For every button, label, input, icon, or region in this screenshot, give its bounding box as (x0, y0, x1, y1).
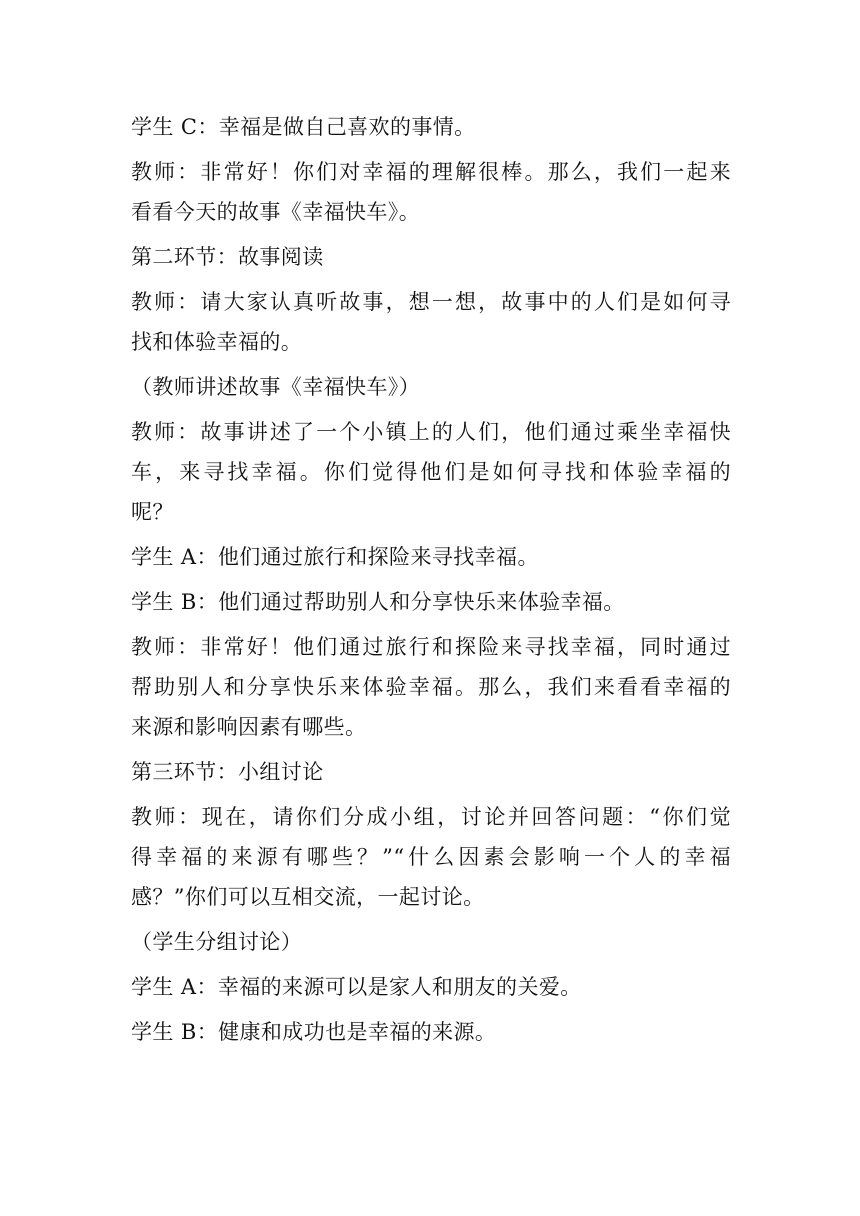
dialogue-line-student-c: 学生 C：幸福是做自己喜欢的事情。 (131, 115, 476, 139)
dialogue-line-continued: 来源和影响因素有哪些。 (131, 715, 367, 739)
section-heading-2: 第二环节：故事阅读 (131, 245, 324, 269)
dialogue-line-teacher: 教师：现在，请你们分成小组，讨论并回答问题：“你们觉 (131, 805, 731, 829)
dialogue-line-student-a: 学生 A：幸福的来源可以是家人和朋友的关爱。 (131, 975, 582, 999)
section-heading-3: 第三环节：小组讨论 (131, 760, 324, 784)
stage-direction: （教师讲述故事《幸福快车》） (131, 375, 421, 399)
dialogue-line-continued: 看看今天的故事《幸福快车》。 (131, 200, 421, 224)
dialogue-line-teacher: 教师：故事讲述了一个小镇上的人们，他们通过乘坐幸福快 (131, 420, 731, 444)
dialogue-line-continued: 找和体验幸福的。 (131, 330, 303, 354)
dialogue-line-teacher: 教师：非常好！他们通过旅行和探险来寻找幸福，同时通过 (131, 635, 731, 659)
dialogue-line-teacher: 教师：非常好！你们对幸福的理解很棒。那么，我们一起来 (131, 160, 731, 184)
stage-direction: （学生分组讨论） (131, 930, 303, 954)
dialogue-line-continued: 帮助别人和分享快乐来体验幸福。那么，我们来看看幸福的 (131, 675, 731, 699)
dialogue-line-continued: 感？”你们可以互相交流，一起讨论。 (131, 885, 485, 909)
document-body (131, 107, 731, 1057)
dialogue-line-continued: 得幸福的来源有哪些？”“什么因素会影响一个人的幸福 (131, 845, 731, 869)
dialogue-line-student-b: 学生 B：健康和成功也是幸福的来源。 (131, 1020, 497, 1044)
dialogue-line-continued: 车，来寻找幸福。你们觉得他们是如何寻找和体验幸福的 (131, 460, 731, 484)
dialogue-line-student-b: 学生 B：他们通过帮助别人和分享快乐来体验幸福。 (131, 590, 625, 614)
dialogue-line-continued: 呢？ (131, 500, 174, 524)
dialogue-line-student-a: 学生 A：他们通过旅行和探险来寻找幸福。 (131, 545, 539, 569)
dialogue-line-teacher: 教师：请大家认真听故事，想一想，故事中的人们是如何寻 (131, 290, 731, 314)
